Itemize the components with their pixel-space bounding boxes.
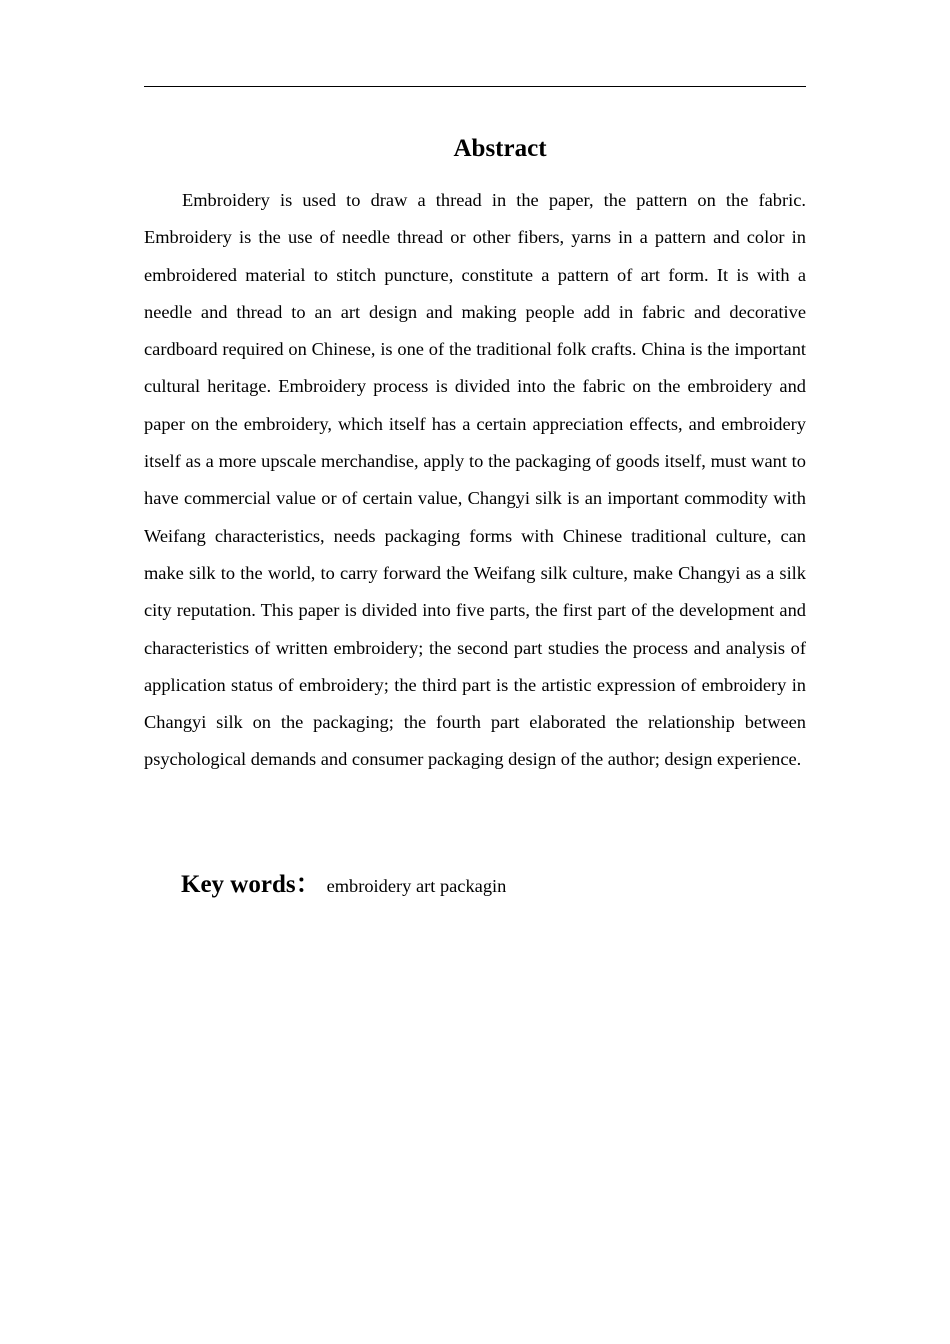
keywords-line [181, 864, 781, 900]
keywords-text: embroidery art packagin [326, 876, 507, 896]
header-rule [144, 86, 806, 87]
abstract-title: Abstract [453, 135, 547, 162]
keywords-label: Key words： [181, 871, 321, 898]
abstract-body: Embroidery is used to draw a thread in the paper, the pattern on the fabric. Embroidery is the use of needle thread or other fibers, yarns in a pattern and color in embroidered material to stitch puncture, constitute a pattern of art form. It is with a needle and thread to an art design and making people add in fabric and decorative cardboard required on Chinese, is one of the traditional folk crafts. China is the important cultural heritage. Embroidery process is divided into the fabric on the embroidery and paper on the embroidery, which itself has a certain appreciation effects, and embroidery itself as a more upscale merchandise, apply to the packaging of goods itself, must want to have commercial value or of certain value, Changyi silk is an important commodity with Weifang characteristics, needs packaging forms with Chinese traditional culture, can make silk to the world, to carry forward the Weifang silk culture, make Changyi as a silk city reputation. This paper is divided into five parts, the first part of the development and characteristics of written embroidery; the second part studies the process and analysis of application status of embroidery; the third part is the artistic expression of embroidery in Changyi silk on the packaging; the fourth part elaborated the relationship between psychological demands and consumer packaging design of the author; design experience. [144, 190, 806, 770]
